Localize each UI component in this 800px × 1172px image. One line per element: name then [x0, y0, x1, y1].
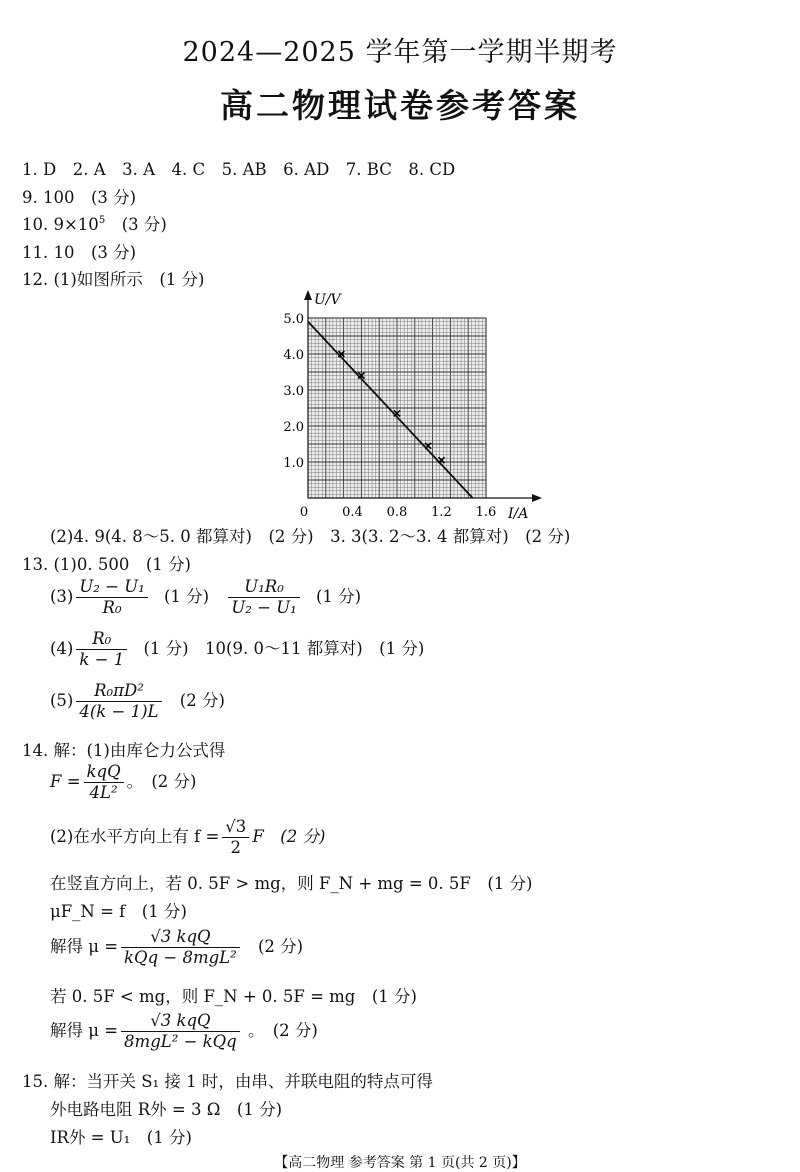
y-tick-label: 1.0: [283, 456, 304, 471]
q14-head: 14. 解：(1)由库仑力公式得: [22, 741, 226, 760]
q13-part1: 13. (1)0. 500 (1 分): [22, 555, 191, 574]
x-axis-arrow: [532, 494, 542, 502]
y-axis-arrow: [304, 290, 312, 300]
title-line-1: 2024—2025 学年第一学期半期考: [182, 37, 618, 68]
q12-part1: 12. (1)如图所示 (1 分): [22, 270, 205, 289]
q14-case-2: 若 0. 5F < mg，则 F_N + 0. 5F = mg (1 分): [50, 987, 417, 1006]
q12-part2: (2)4. 9(4. 8～5. 0 都算对) (2 分) 3. 3(3. 2～3. 4 都算对) (2 分): [50, 527, 571, 546]
x-tick-label: 0.8: [386, 505, 408, 520]
q13-part5: (5) $\frac{\text{R₀πD²}}{4(k - 1)L}$ (2 分): [50, 681, 225, 721]
q15-resistance: 外电路电阻 R外 = 3 Ω (1 分): [50, 1100, 283, 1119]
q11-answer: 11. 10 (3 分): [22, 243, 137, 262]
title-line-2: 高二物理试卷参考答案: [220, 86, 580, 125]
q14-solution-1: 解得 μ = $\frac{\text{√3 kqQ}}{\text{kQq − 8mgL²}}$ (2 分): [50, 927, 304, 967]
page-footer: 【高二物理 参考答案 第 1 页(共 2 页)】: [274, 1155, 526, 1171]
ui-chart: [270, 290, 560, 520]
y-axis-label: U/V: [314, 292, 341, 308]
q13-part3: (3) $\frac{\text{U₂ − U₁}}{\text{R₀}}$ (1 分) $\frac{\text{U₁R₀}}{\text{U₂ − U₁}}$ (1 分): [50, 577, 362, 617]
q14-solution-2: 解得 μ = $\frac{\text{√3 kqQ}}{\text{8mgL² − kQq}}$ 。 (2 分): [50, 1011, 318, 1051]
q15-head: 15. 解：当开关 S₁ 接 1 时，由串、并联电阻的特点可得: [22, 1072, 433, 1091]
y-tick-label: 5.0: [283, 312, 304, 327]
mc-answers: 1. D 2. A 3. A 4. C 5. AB 6. AD 7. BC 8. CD: [22, 160, 456, 179]
y-tick-label: 2.0: [283, 420, 304, 435]
x-axis-label: I/A: [508, 506, 529, 520]
x-tick-label: 1.6: [475, 505, 497, 520]
q13-part4: (4) $\frac{\text{R₀}}{k - 1}$ (1 分) 10(9. 0～11 都算对) (1 分): [50, 629, 425, 669]
x-tick-label: 0: [299, 505, 309, 520]
q14-coulomb: F = $\frac{\text{kqQ}}{\text{4L²}}$ 。 (2 分): [50, 762, 197, 802]
q15-ir: IR外 = U₁ (1 分): [50, 1128, 192, 1147]
q9-answer: 9. 100 (3 分): [22, 188, 137, 207]
q14-vertical: 在竖直方向上，若 0. 5F > mg，则 F_N + mg = 0. 5F (1 分): [50, 874, 533, 893]
y-tick-label: 3.0: [283, 384, 304, 399]
chart-grid: [308, 318, 486, 498]
q14-horizontal: (2)在水平方向上有 f = $\frac{√3}{2}$ F (2 分): [50, 817, 326, 857]
q14-mu: μF_N = f (1 分): [50, 902, 187, 921]
y-tick-label: 4.0: [283, 348, 304, 363]
q10-answer: 10. $9\times 10^5$ (3 分): [22, 215, 167, 234]
x-tick-label: 1.2: [431, 505, 452, 520]
x-tick-label: 0.4: [342, 505, 363, 520]
